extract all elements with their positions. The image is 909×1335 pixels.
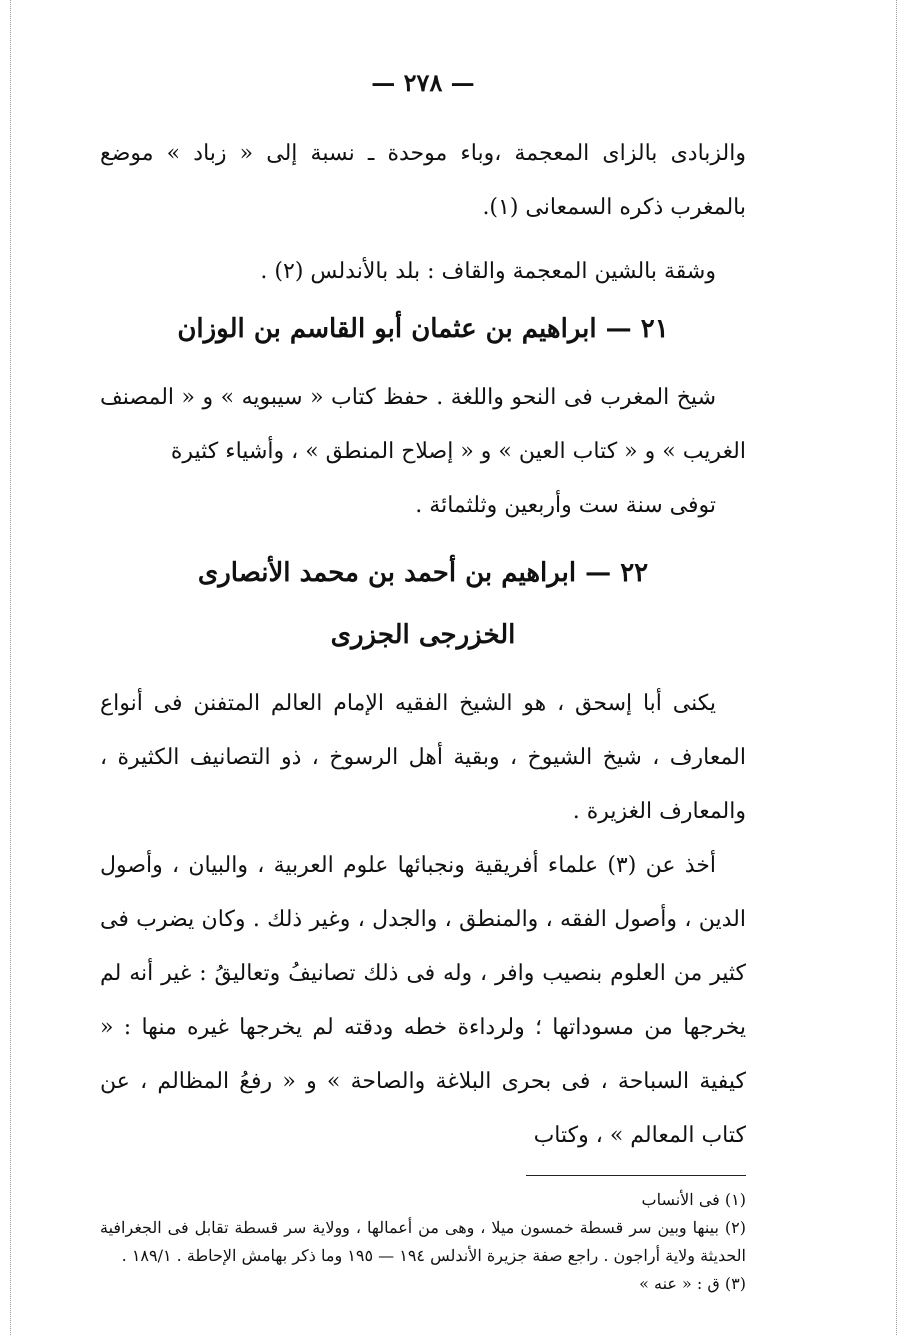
intro-paragraph-2: وشقة بالشين المعجمة والقاف : بلد بالأندلس (٢) . — [260, 259, 716, 284]
footnote-3: (٣) ق : « عنه » — [639, 1274, 746, 1293]
spacer — [100, 235, 746, 245]
spacer — [100, 533, 746, 543]
right-edge-dots — [896, 0, 897, 1335]
footnote-2: (٢) بينها وبين سر قسطة خمسون ميلا ، وهى من أعمالها ، وولاية سر قسطة تقابل فى الجغرافية الحديثة ولاية أراجون . راجع صفة جزيرة الأندلس ١٩٤ — ١٩٥ وما ذكر بهامش الإحاطة . ١٨٩/١ . — [100, 1218, 746, 1265]
entry-21-heading: ٢١ — ابراهيم بن عثمان أبو القاسم بن الوزان — [177, 314, 669, 344]
book-page — [100, 60, 746, 1298]
entry-21-paragraph-2: توفى سنة ست وأربعين وثلثمائة . — [415, 493, 716, 518]
entry-21-paragraph-1: شيخ المغرب فى النحو واللغة . حفظ كتاب « سيبويه » و « المصنف الغريب » و « كتاب العين » و « إصلاح المنطق » ، وأشياء كثيرة — [100, 385, 746, 464]
footnote-1: (١) فى الأنساب — [641, 1190, 746, 1209]
intro-paragraph-1: والزبادى بالزاى المعجمة ،وباء موحدة ـ نسبة إلى « زباد » موضع بالمغرب ذكره السمعانى (١). — [100, 141, 746, 220]
entry-22-heading-line-1: ٢٢ — ابراهيم بن أحمد بن محمد الأنصارى — [197, 558, 649, 588]
entry-22-paragraph-2: أخذ عن (٣) علماء أفريقية ونجبائها علوم العربية ، والبيان ، وأصول الدين ، وأصول الفقه ، والمنطق ، والجدل ، وغير ذلك . وكان يضرب فى كثير من العلوم بنصيب وافر ، وله فى ذلك تصانيفُ وتعاليقُ : غير أنه لم يخرجها من مسوداتها ؛ ولرداءة خطه ودقته لم يخرجها غيره منها : « كيفية السباحة ، فى بحرى البلاغة والصاحة » و « رفعُ المظالم ، عن كتاب المعالم » ، وكتاب — [100, 853, 746, 1148]
page-number: — ٢٧٨ — — [371, 68, 475, 97]
footnote-divider — [526, 1175, 746, 1176]
entry-22-heading-line-2: الخزرجى الجزرى — [330, 620, 516, 650]
entry-22-paragraph-1: يكنى أبا إسحق ، هو الشيخ الفقيه الإمام العالم المتفنن فى أنواع المعارف ، شيخ الشيوخ ، وبقية أهل الرسوخ ، ذو التصانيف الكثيرة ، والمعارف الغزيرة . — [100, 691, 746, 824]
left-edge-dots — [10, 0, 11, 1335]
